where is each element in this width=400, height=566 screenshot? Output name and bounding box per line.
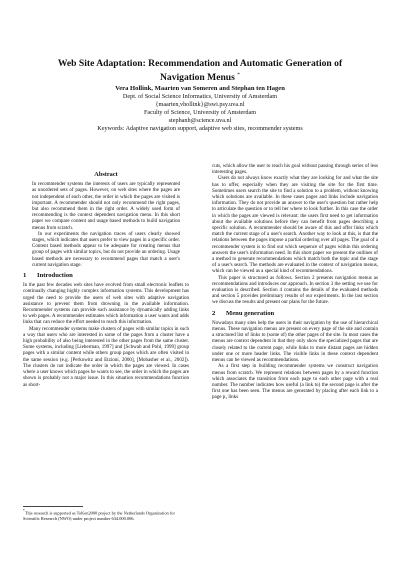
section-2-number: 2 [212,309,216,317]
right-paragraph-2: Users do not always know exactly what they are looking for and what the site has to offer, especially when they are visiting the site for the first time. Sometimes users search the site to find a solution to a problem, without knowing which solutions are available. In these cases pages and links include navigation information. They do not provide an answer to the user's question but rather help to articulate the question or to tell her where to look further. In this case the order in which the pages are viewed is relevant: the users first need to get information about the available solutions before they can benefit from pages describing a specific solution. A recommender should be aware of this and offer links which match the current stage of a user's search. Another way to look at this, is that the relations between the pages impose a partial ordering over all pages. The goal of a recommender system is to find out which sequence of pages within this ordering answers the user's information need. In this short paper we present the outlines of a method to generate recommendations which match both the topic and the stage of a user's search. The methods are evaluated in the context of navigation menus, which can be viewed as a special kind of recommendations. [212,175,378,275]
email-1: {maarten,vhollink}@swi.psy.uva.nl [155,101,245,109]
abstract-paragraph-1: In recommender systems the interests of users are typically represented as unordered sets of pages. However, on web sites where the pages are not independent of each other, the order in which the pages are visited is important. A recommender should not only recommend the right pages, but also recommend them in the right order. A widely used form of recommending is the context dependent navigation menu. In this short paper we compare content and usage based methods to build navigation menus from scratch. [32,181,180,231]
footnote [23,506,189,521]
affiliation-2: Faculty of Science, University of Amsterdam [143,109,257,117]
title-line-2-text: Navigation Menus [159,71,235,83]
section-1-heading [23,273,189,279]
left-column [23,172,189,388]
author-block [40,85,360,134]
abstract-body [23,181,189,268]
title-footnote-mark: * [237,71,241,78]
menu-paragraph-1: Nowadays many sites help the users in their navigation by the use of hierarchical menus. These navigation menus are present on every page of the site and contain a structured list of links to (some of) the other pages of the site. In most cases the menus are context dependent in that they only show the specialized pages that are closely related to the current page, while links to more distant pages are hidden under one or more header links. The visible links in these context dependent menus can be viewed as recommendations. [212,319,378,364]
paper-title [40,58,360,83]
intro-paragraph-1: In the past few decades web sites have evolved from small electronic leaflets to continually changing highly complex information systems. This development has urged the need to provide the users of web sites with adaptive navigation assistance to prevent them from drowning in the available information. Recommender systems can provide such assistance by dynamically adding links to web pages. A recommender estimates which information a user wants and adds links that can reduce the effort needed to reach this information. [23,282,189,326]
affiliation-1: Dept. of Social Science Informatics, University of Amsterdam [122,93,278,101]
footnote-mark: * [23,509,25,513]
abstract-paragraph-2: In our experiments the navigation traces of users clearly showed stages, which indicates that users prefer to view pages in a specific order. Content based methods appear to be adequate for creating menus that group of pages with similar topics, but do not provide an ordering. Usage based methods are necessary to recommend pages that match a user's current navigation stage. [32,230,181,268]
title-line-1: Web Site Adaptation: Recommendation and Automatic Generation of [57,58,343,69]
intro-paragraph-2: Many recommender systems make clusters of pages with similar topics in such a way that users who are interested in some of the pages from a cluster have a high probability of also being interested in the other pages from the same cluster. Some systems, including [Lieberman, 1997] and [Schwab and Pohl, 1999] group pages with a similar content while others group pages which are often visited in the same session (e.g. [Perkowitz and Etzioni, 2000], [Mobasher et al., 2002]). The clusters do not indicate the order in which the pages are viewed. In cases where a user knows which pages he wants to see, the order in which the pages are shown is probably not a major issue. In this situation recommendations function as short- [23,325,189,388]
abstract-heading: Abstract [94,171,118,178]
right-paragraph-1: cuts, which allow the user to reach his goal without passing through series of less interesting pages. [212,163,378,176]
section-2-heading [212,311,378,317]
menu-paragraph-2: As a first step in building recommender systems we construct navigation menus from scratch. We represent relations between pages by a reward function which associates the transition from each page to each other page with a real number. The number indicates how useful (a link to) the second page is after the first one has been seen. The menus are generated by placing after each link to a page p₁ links [212,363,378,401]
right-paragraph-3: This paper is structured as follows. Section 2 presents navigation menus as recommendations and introduces our approach. In section 3 the setting we use for evaluation is described. Section 4 contains the details of the evaluated methods and section 5 provides preliminary results of our experiments. In the last section we discuss the results and present our plans for the future. [212,274,378,306]
authors: Vera Hollink, Maarten van Someren and Stephan ten Hagen [115,85,285,92]
title-line-2 [40,70,360,84]
footnote-text: This research is supported as ToKen2000 project by the Netherlands Organization for Scientific Research (NWO) under project number 634.000.006. [23,510,175,521]
keywords: Keywords: Adaptive navigation support, adaptive web sites, recommender systems [97,125,303,133]
section-1-number: 1 [23,272,27,280]
section-2-title: Menu generation [226,309,275,317]
email-2: stephanh@science.uva.nl [168,117,232,125]
footnote-rule [23,506,83,507]
right-column [212,163,378,401]
section-1-title: Introduction [37,272,73,280]
